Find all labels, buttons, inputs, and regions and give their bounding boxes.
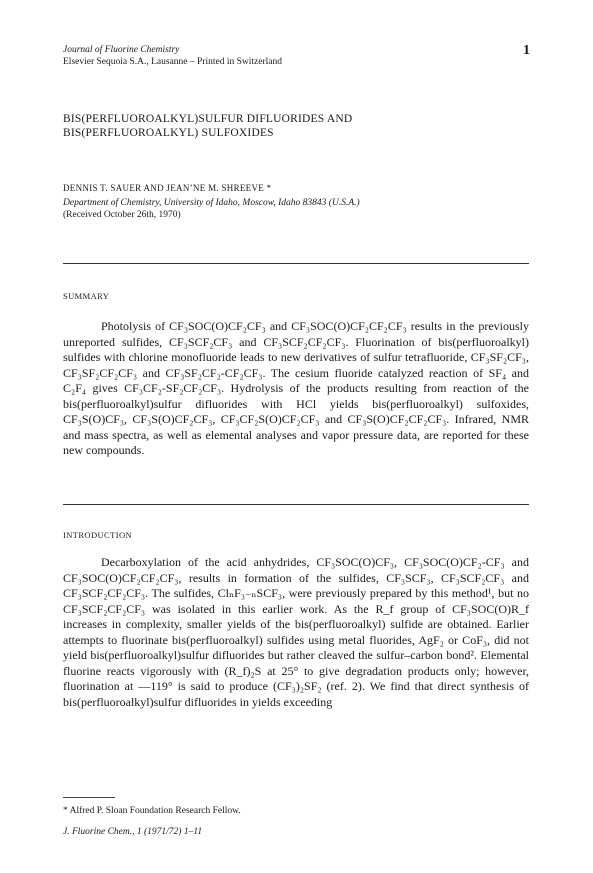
footnote-rule xyxy=(63,797,115,798)
page-number: 1 xyxy=(523,43,530,58)
summary-paragraph: Photolysis of CF₃SOC(O)CF₂CF₃ and CF₃SOC(O)CF₂CF₂CF₃ results in the previously unreported sulfides, CF₃SCF₂CF₃ and CF₃SCF₂CF₂CF₃. Fluorination of bis(perfluoroalkyl) sulfides with chlorine monofluoride leads to new derivatives of sulfur tetrafluoride, CF₃SF₂CF₃, CF₃SF₂CF₂CF₃ and CF₃SF₂CF₂-CF₂CF₃. The cesium fluoride catalyzed reaction of SF₄ and C₂F₄ gives CF₃CF₂-SF₂CF₂CF₃. Hydrolysis of the products resulting from reaction of the bis(perfluoroalkyl)sulfur difluorides with HCl yields bis(perfluoroalkyl) sulfoxides, CF₃S(O)CF₃, CF₃S(O)CF₂CF₃, CF₃CF₂S(O)CF₂CF₃ and CF₃S(O)CF₂CF₂CF₃. Infrared, NMR and mass spectra, as well as elemental analyses and vapor pressure data, are reported for these new compounds. xyxy=(63,319,529,457)
title-line-2: BIS(PERFLUOROALKYL) SULFOXIDES xyxy=(63,127,274,139)
section-divider xyxy=(63,504,529,505)
running-header xyxy=(63,44,282,68)
introduction-paragraph: Decarboxylation of the acid anhydrides, CF₃SOC(O)CF₃, CF₃SOC(O)CF₂-CF₃ and CF₃SOC(O)CF₂CF₂CF₃, results in formation of the sulfides, CF₃SCF₃, CF₃SCF₂CF₃ and CF₃SCF₂CF₂CF₃. The sulfides, ClₙF₃₋ₙSCF₃, were previously prepared by this method¹, but no CF₃SCF₂CF₂CF₃ was isolated in this earlier work. As the R_f group of CF₃SOC(O)R_f increases in complexity, smaller yields of the bis(perfluoroalkyl) sulfide are obtained. Earlier attempts to fluorinate bis(perfluoroalkyl) sulfides using metal fluorides, AgF₂ or CoF₃, did not yield bis(perfluoroalkyl)sulfur difluorides but rather cleaved the sulfur–carbon bond². Elemental fluorine reacts vigorously with (R_f)₂S at 25° to give degradation products only; however, fluorination at —119° is said to produce (CF₃)₂SF₂ (ref. 2). We find that direct synthesis of bis(perfluoroalkyl)sulfur difluorides in yields exceeding xyxy=(63,555,529,709)
affiliation: Department of Chemistry, University of Idaho, Moscow, Idaho 83843 (U.S.A.) xyxy=(63,198,360,208)
publisher-line: Elsevier Sequoia S.A., Lausanne – Printed in Switzerland xyxy=(63,57,282,67)
article-title xyxy=(63,112,533,140)
title-line-1: BIS(PERFLUOROALKYL)SULFUR DIFLUORIDES AND xyxy=(63,113,353,125)
authors: DENNIS T. SAUER AND JEAN’NE M. SHREEVE * xyxy=(63,183,272,193)
received-date: (Received October 26th, 1970) xyxy=(63,210,181,220)
summary-heading: SUMMARY xyxy=(63,291,110,301)
introduction-heading: INTRODUCTION xyxy=(63,530,133,540)
section-divider xyxy=(63,263,529,264)
journal-name: Journal of Fluorine Chemistry xyxy=(63,45,180,55)
footnote: * Alfred P. Sloan Foundation Research Fellow. xyxy=(63,806,241,816)
journal-reference: J. Fluorine Chem., 1 (1971/72) 1–11 xyxy=(63,827,203,837)
